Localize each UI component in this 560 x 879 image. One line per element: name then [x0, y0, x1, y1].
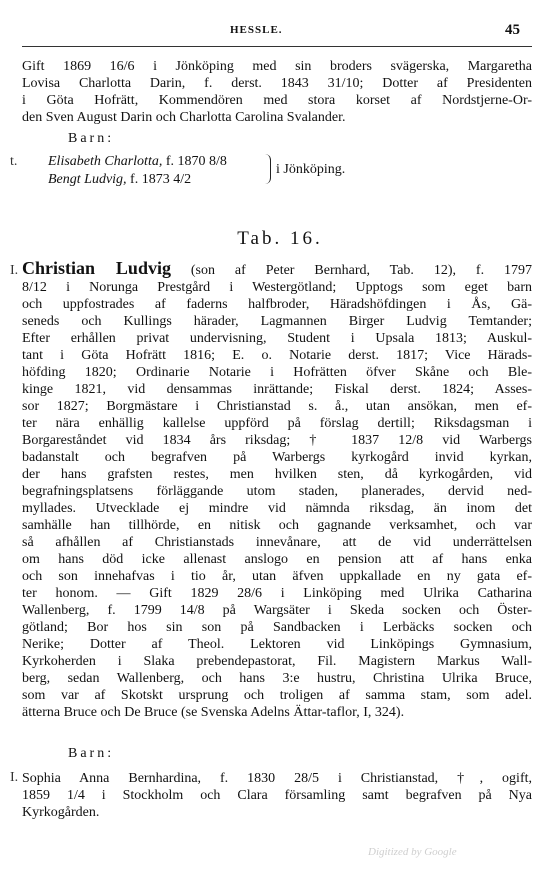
- text-line: Borgareståndet vid 1834 års riksdag; † 1837 12/8 vid Warbergs: [22, 433, 532, 448]
- text-line: Gift 1869 16/6 i Jönköping med sin broders svägerska, Margaretha: [22, 59, 532, 74]
- text-line: i Göta Hofrätt, Kommendören med stora korset af Nordstjerne-Or-: [22, 93, 532, 108]
- intro-paragraph: [22, 58, 532, 126]
- text-line: så afhållen af Christianstads innevånare, att de vid underrättelsen: [22, 535, 532, 550]
- page-number: 45: [505, 22, 520, 38]
- text-line: om hans död icke allenast anslogo en pension att af hans enka: [22, 552, 532, 567]
- children-place: i Jönköping.: [276, 162, 346, 177]
- digitization-watermark: Digitized by Google: [368, 846, 457, 858]
- text-line: Kyrkoherden i Slaka prebendepastorat, Fil. Magistern Markus Wall-: [22, 654, 532, 669]
- text-line: seneds och Kullings härader, Lagmannen Birger Ludvig Temtander;: [22, 314, 532, 329]
- text-line: samhälle han tillhörde, en nitisk och gagnande verksamhet, och var: [22, 518, 532, 533]
- table-heading: Tab. 16.: [237, 228, 323, 249]
- text-fragment: (son af Peter Bernhard, Tab. 12), f. 1797: [170, 263, 532, 278]
- text-line: Wallenberg, f. 1799 14/8 på Wargsäter i Skeda socken och Öster-: [22, 603, 532, 618]
- text-line: tant i Göta Hofrätt 1816; E. o. Notarie derst. 1817; Vice Härads-: [22, 348, 532, 363]
- text-line: badanstalt och begrafven på Warbergs kyrkogård invid kyrkan,: [22, 450, 532, 465]
- children-heading: Barn:: [68, 746, 115, 761]
- text-line: Sophia Anna Bernhardina, f. 1830 28/5 i Christianstad, †, ogift,: [22, 771, 532, 786]
- text-line: sor 1827; Borgmästare i Christianstad s. å., utan ansökan, men ef-: [22, 399, 532, 414]
- text-line: ätterna Bruce och De Bruce (se Svenska Adelns Ättar-taflor, I, 324).: [22, 705, 405, 720]
- text-line: der hans grafsten restes, men hvilken sten, då kyrkogården, vid: [22, 467, 532, 482]
- text-line: och son innehafvas i tio år, utan äfven uppkallade en ny gata ef-: [22, 569, 532, 584]
- text-line: Lovisa Charlotta Darin, f. derst. 1843 31/10; Dotter af Presidenten: [22, 76, 532, 91]
- text-line: Nerike; Dotter af Theol. Lektoren vid Linköpings Gymnasium,: [22, 637, 532, 652]
- text-line: Kyrkogården.: [22, 805, 100, 820]
- text-line: [22, 260, 532, 279]
- margin-mark: t.: [10, 154, 18, 169]
- child-name: Elisabeth Charlotta,: [48, 154, 163, 169]
- person-name: Christian Ludvig: [22, 260, 171, 278]
- child-entry: [48, 154, 227, 170]
- text-line: begrafningsplatsens förläggande utom staden, planerades, dervid ned-: [22, 484, 532, 499]
- text-line: berg, sedan Wallenberg, och hans 3:e hustru, Christina Ulrika Bruce,: [22, 671, 532, 686]
- margin-mark: I.: [10, 263, 19, 278]
- margin-mark: I.: [10, 770, 19, 785]
- text-line: som var af Skotskt ursprung och troligen af samma stam, som adel.: [22, 688, 532, 703]
- header-rule: [22, 46, 532, 47]
- text-line: höfding 1820; Ordinarie Notarie i Hofrätten öfver Skåne och Ble-: [22, 365, 532, 380]
- grouping-brace: [264, 154, 271, 184]
- text-line: kinge 1821, vid densammas inrättande; Fiskal derst. 1824; Asses-: [22, 382, 532, 397]
- text-line: ter honom. — Gift 1829 28/6 i Linköping med Ulrika Catharina: [22, 586, 532, 601]
- text-line: myllades. Utvecklade ej mindre vid nämnda riksdag, än inom det: [22, 501, 532, 516]
- text-line: 1859 1/4 i Stockholm och Clara församling samt begrafven på Nya: [22, 788, 532, 803]
- child-birth: f. 1873 4/2: [130, 172, 192, 187]
- children-entry: [22, 770, 532, 821]
- text-line: Efter erhållen privat undervisning, Student i Upsala 1813; Auskul-: [22, 331, 532, 346]
- running-title: HESSLE.: [230, 24, 283, 36]
- text-line: ter nära enhällig kallelse uppförd på förslag dertill; Riksdagsman i: [22, 416, 532, 431]
- main-entry: [22, 260, 532, 721]
- text-line: götland; Bor hos sin son på Sandbacken i Lerbäcks socken och: [22, 620, 532, 635]
- text-line: den Sven August Darin och Charlotta Carolina Svalander.: [22, 110, 346, 125]
- text-line: 8/12 i Norunga Prestgård i Westergötland; Upptogs som eget barn: [22, 280, 532, 295]
- child-name: Bengt Ludvig,: [48, 172, 127, 187]
- child-birth: f. 1870 8/8: [165, 154, 227, 169]
- text-line: och uppfostrades af faderns halfbroder, Häradshöfdingen i Ås, Gä-: [22, 297, 532, 312]
- child-entry: [48, 172, 191, 188]
- children-heading: Barn:: [68, 131, 115, 146]
